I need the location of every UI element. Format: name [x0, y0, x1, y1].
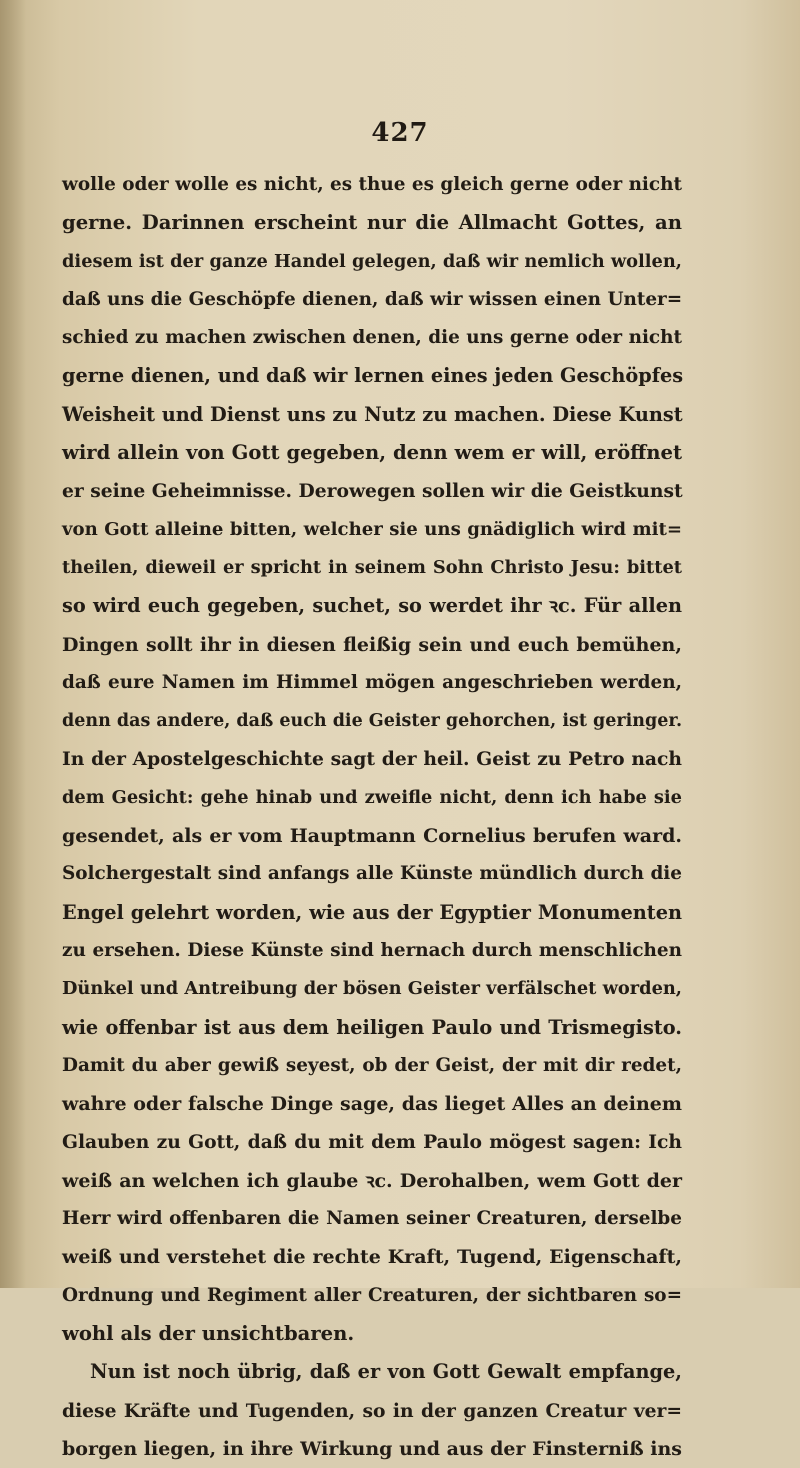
- text-line: dem Gesicht: gehe hinab und zweifle nicht, denn ich habe sie: [62, 786, 682, 808]
- text-line: theilen, dieweil er spricht in seinem Sohn Christo Jesu: bittet: [62, 556, 682, 578]
- text-line: wie offenbar ist aus dem heiligen Paulo und Trismegisto.: [62, 1015, 682, 1039]
- text-line: zu ersehen. Diese Künste sind hernach durch menschlichen: [62, 939, 682, 961]
- page-number: 427: [371, 118, 429, 148]
- text-line: diesem ist der ganze Handel gelegen, daß wir nemlich wollen,: [62, 250, 682, 272]
- text-line: gerne dienen, und daß wir lernen eines jeden Geschöpfes: [62, 364, 684, 388]
- text-line: wolle oder wolle es nicht, es thue es gleich gerne oder nicht: [62, 174, 682, 195]
- text-line: borgen liegen, in ihre Wirkung und aus der Finsterniß ins: [62, 1437, 682, 1460]
- text-line: wohl als der unsichtbaren.: [62, 1321, 355, 1345]
- text-line: gesendet, als er vom Hauptmann Cornelius berufen ward.: [62, 825, 682, 848]
- text-line: Glauben zu Gott, daß du mit dem Paulo mögest sagen: Ich: [62, 1131, 682, 1154]
- text-line: daß eure Namen im Himmel mögen angeschrieben werden,: [62, 671, 682, 693]
- text-line: Herr wird offenbaren die Namen seiner Creaturen, derselbe: [62, 1208, 682, 1230]
- text-line: gerne. Darinnen erscheint nur die Allmacht Gottes, an: [62, 211, 682, 235]
- text-line: daß uns die Geschöpfe dienen, daß wir wissen einen Unter=: [62, 288, 683, 310]
- text-line: Weisheit und Dienst uns zu Nutz zu machen. Diese Kunst: [62, 402, 683, 426]
- text-line: Dingen sollt ihr in diesen fleißig sein und euch bemühen,: [62, 633, 682, 656]
- text-line: er seine Geheimnisse. Derowegen sollen wir die Geistkunst: [62, 480, 683, 503]
- text-line: wahre oder falsche Dinge sage, das lieget Alles an deinem: [62, 1093, 682, 1116]
- text-line: weiß und verstehet die rechte Kraft, Tugend, Eigenschaft,: [62, 1246, 682, 1269]
- text-line: denn das andere, daß euch die Geister gehorchen, ist geringer.: [62, 711, 683, 732]
- text-line: Solchergestalt sind anfangs alle Künste mündlich durch die: [62, 863, 682, 885]
- text-line: so wird euch gegeben, suchet, so werdet ihr ꝛc. Für allen: [62, 594, 682, 618]
- body-text: [62, 166, 682, 1468]
- text-line: Nun ist noch übrig, daß er von Gott Gewalt empfange,: [90, 1360, 682, 1384]
- text-line: wird allein von Gott gegeben, denn wem er will, eröffnet: [62, 441, 682, 465]
- text-line: Dünkel und Antreibung der bösen Geister verfälschet worden,: [62, 978, 682, 1000]
- text-line: In der Apostelgeschichte sagt der heil. Geist zu Petro nach: [62, 748, 682, 771]
- text-line: diese Kräfte und Tugenden, so in der ganzen Creatur ver=: [62, 1399, 682, 1422]
- text-line: Engel gelehrt worden, wie aus der Egyptier Monumenten: [62, 900, 682, 924]
- text-line: schied zu machen zwischen denen, die uns gerne oder nicht: [62, 327, 682, 349]
- text-line: von Gott alleine bitten, welcher sie uns gnädiglich wird mit=: [62, 518, 682, 540]
- text-line: Damit du aber gewiß seyest, ob der Geist, der mit dir redet,: [62, 1054, 682, 1076]
- text-line: weiß an welchen ich glaube ꝛc. Derohalben, wem Gott der: [62, 1169, 682, 1192]
- text-line: Ordnung und Regiment aller Creaturen, der sichtbaren so=: [62, 1284, 682, 1306]
